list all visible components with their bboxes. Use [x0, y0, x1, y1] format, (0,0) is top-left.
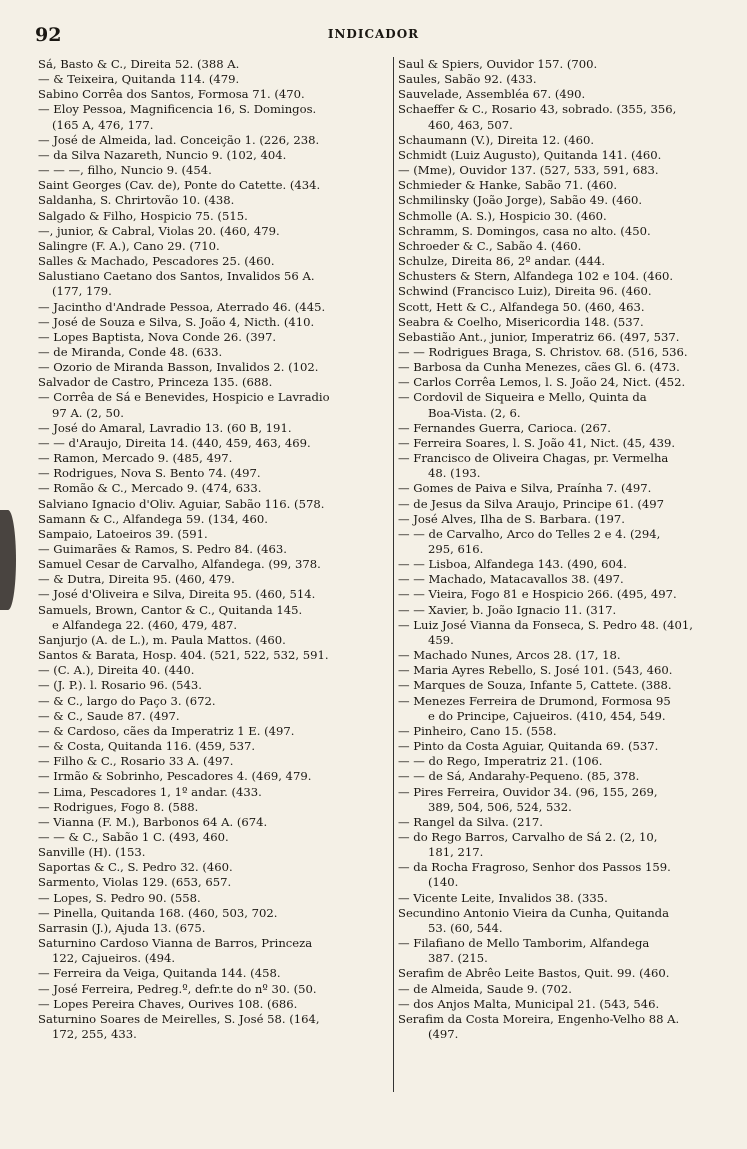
directory-entry: Samuels, Brown, Cantor & C., Quitanda 145.: [38, 602, 303, 617]
directory-entry: — — do Rego, Imperatriz 21. (106.: [398, 754, 603, 769]
directory-entry: Salvador de Castro, Princeza 135. (688.: [38, 375, 273, 390]
directory-entry: — Barbosa da Cunha Menezes, cães Gl. 6. (473.: [398, 360, 680, 375]
directory-entry: Saules, Sabão 92. (433.: [398, 72, 537, 87]
directory-entry: — do Rego Barros, Carvalho de Sá 2. (2, 10,: [398, 829, 658, 844]
directory-entry: — Luiz José Vianna da Fonseca, S. Pedro 48. (401,: [398, 617, 693, 632]
directory-entry: Sá, Basto & C., Direita 52. (388 A.: [38, 57, 240, 71]
directory-entry: — Vicente Leite, Invalidos 38. (335.: [398, 890, 608, 905]
directory-entry: Sabino Corrêa dos Santos, Formosa 71. (470.: [38, 87, 305, 102]
running-head: INDICADOR: [327, 27, 420, 41]
directory-entry: — & Teixeira, Quitanda 114. (479.: [38, 72, 240, 87]
directory-entry: — Francisco de Oliveira Chagas, pr. Vermelha: [398, 451, 669, 466]
directory-entry: 459.: [428, 632, 454, 647]
directory-entry: 97 A. (2, 50.: [52, 405, 124, 420]
directory-entry: — Lopes, S. Pedro 90. (558.: [38, 890, 201, 905]
directory-entry: — Rodrigues, Nova S. Bento 74. (497.: [38, 466, 261, 481]
left-column: [38, 57, 391, 1042]
directory-entry: — de Jesus da Silva Araujo, Principe 61. (497: [398, 496, 665, 511]
directory-entry: 460, 463, 507.: [428, 117, 513, 132]
directory-entry: — & Costa, Quitanda 116. (459, 537.: [38, 739, 256, 754]
directory-entry: — Pinto da Costa Aguiar, Quitanda 69. (537.: [398, 739, 659, 754]
directory-entry: — Rangel da Silva. (217.: [398, 814, 543, 829]
directory-entry: Schmilinsky (João Jorge), Sabão 49. (460.: [398, 193, 643, 208]
directory-entry: — — Vieira, Fogo 81 e Hospicio 266. (495, 497.: [398, 587, 677, 602]
directory-entry: — & Cardoso, cães da Imperatriz 1 E. (497.: [38, 723, 295, 738]
directory-entry: 295, 616.: [428, 542, 484, 556]
directory-entry: — Corrêa de Sá e Benevides, Hospicio e Lavradio: [38, 390, 330, 405]
directory-entry: Secundino Antonio Vieira da Cunha, Quitanda: [398, 905, 670, 920]
directory-entry: Saldanha, S. Chrirtovão 10. (438.: [38, 193, 235, 208]
directory-entry: Schmieder & Hanke, Sabão 71. (460.: [398, 178, 618, 193]
directory-entry: Schramm, S. Domingos, casa no alto. (450.: [398, 223, 651, 238]
directory-entry: 48. (193.: [428, 466, 481, 481]
directory-entry: Schmidt (Luiz Augusto), Quitanda 141. (460.: [398, 147, 662, 162]
directory-entry: — Filho & C., Rosario 33 A. (497.: [38, 754, 234, 769]
directory-entry: Scott, Hett & C., Alfandega 50. (460, 463.: [398, 299, 645, 314]
page-number: 92: [35, 24, 62, 46]
directory-entry: (165 A, 476, 177.: [52, 117, 154, 132]
directory-entry: — — Machado, Matacavallos 38. (497.: [398, 572, 624, 587]
directory-entry: Saint Georges (Cav. de), Ponte do Catette. (434.: [38, 178, 321, 193]
directory-entry: — Ozorio de Miranda Basson, Invalidos 2. (102.: [38, 360, 319, 375]
directory-entry: Boa-Vista. (2, 6.: [428, 405, 521, 420]
directory-entry: — Lopes Baptista, Nova Conde 26. (397.: [38, 329, 277, 344]
directory-entry: — José de Almeida, lad. Conceição 1. (226, 238.: [38, 132, 320, 147]
directory-entry: — Lopes Pereira Chaves, Ourives 108. (686.: [38, 996, 298, 1011]
directory-entry: — José do Amaral, Lavradio 13. (60 B, 191.: [38, 420, 292, 435]
directory-entry: — — de Sá, Andarahy-Pequeno. (85, 378.: [398, 769, 640, 784]
directory-entry: —, junior, & Cabral, Violas 20. (460, 479.: [38, 223, 280, 238]
directory-entry: Schwind (Francisco Luiz), Direita 96. (460.: [398, 284, 652, 299]
directory-entry: — — Lisboa, Alfandega 143. (490, 604.: [398, 557, 627, 572]
directory-entry: — Vianna (F. M.), Barbonos 64 A. (674.: [38, 814, 268, 829]
directory-entry: — José Alves, Ilha de S. Barbara. (197.: [398, 511, 625, 526]
binding-mark: [0, 510, 16, 610]
directory-entry: Sanville (H). (153.: [38, 845, 146, 860]
right-column: [398, 57, 739, 1042]
directory-entry: Sauvelade, Assembléa 67. (490.: [398, 87, 586, 102]
directory-entry: e Alfandega 22. (460, 479, 487.: [52, 617, 238, 632]
directory-entry: — da Rocha Fragroso, Senhor dos Passos 159.: [398, 860, 671, 875]
directory-entry: 122, Cajueiros. (494.: [52, 951, 176, 966]
directory-entry: — Menezes Ferreira de Drumond, Formosa 95: [398, 693, 671, 708]
directory-entry: Samann & C., Alfandega 59. (134, 460.: [38, 511, 268, 526]
directory-entry: — Carlos Corrêa Lemos, l. S. João 24, Nict. (452.: [398, 375, 686, 390]
directory-entry: Santos & Barata, Hosp. 404. (521, 522, 532, 591.: [38, 648, 329, 663]
directory-entry: — (Mme), Ouvidor 137. (527, 533, 591, 683.: [398, 163, 659, 178]
directory-entry: — (C. A.), Direita 40. (440.: [38, 663, 195, 678]
directory-entry: — Ramon, Mercado 9. (485, 497.: [38, 451, 233, 466]
directory-entry: Schroeder & C., Sabão 4. (460.: [398, 238, 582, 253]
directory-entry: — Jacintho d'Andrade Pessoa, Aterrado 46. (445.: [38, 299, 326, 314]
directory-entry: — Romão & C., Mercado 9. (474, 633.: [38, 481, 262, 496]
directory-entry: Sanjurjo (A. de L.), m. Paula Mattos. (460.: [38, 632, 286, 647]
directory-entry: 53. (60, 544.: [428, 920, 503, 935]
directory-entry: — & C., largo do Paço 3. (672.: [38, 693, 216, 708]
directory-entry: Sarrasin (J.), Ajuda 13. (675.: [38, 920, 206, 935]
directory-entry: — Pires Ferreira, Ouvidor 34. (96, 155, 269,: [398, 784, 658, 799]
directory-entry: 181, 217.: [428, 845, 484, 860]
directory-entry: — José d'Oliveira e Silva, Direita 95. (460, 514.: [38, 587, 316, 602]
directory-entry: — Pinella, Quitanda 168. (460, 503, 702.: [38, 905, 278, 920]
directory-entry: Schusters & Stern, Alfandega 102 e 104. (460.: [398, 269, 674, 284]
directory-entry: Serafim da Costa Moreira, Engenho-Velho 88 A.: [398, 1011, 680, 1026]
directory-entry: Serafim de Abrêo Leite Bastos, Quit. 99. (460.: [398, 966, 670, 981]
directory-entry: — Marques de Souza, Infante 5, Cattete. (388.: [398, 678, 672, 693]
directory-entry: — de Almeida, Saude 9. (702.: [398, 981, 572, 996]
directory-entry: — Ferreira da Veiga, Quitanda 144. (458.: [38, 966, 281, 981]
directory-entry: — Filafiano de Mello Tamborim, Alfandega: [398, 936, 650, 951]
directory-entry: — José de Souza e Silva, S. João 4, Nicth. (410.: [38, 314, 315, 329]
directory-entry: Schaeffer & C., Rosario 43, sobrado. (355, 356,: [398, 102, 677, 117]
directory-entry: Salustiano Caetano dos Santos, Invalidos 56 A.: [38, 269, 315, 284]
directory-entry: Saul & Spiers, Ouvidor 157. (700.: [398, 57, 598, 71]
directory-entry: — Machado Nunes, Arcos 28. (17, 18.: [398, 648, 621, 663]
directory-entry: — (J. P.). l. Rosario 96. (543.: [38, 678, 202, 693]
directory-entry: — Rodrigues, Fogo 8. (588.: [38, 799, 199, 814]
directory-entry: 387. (215.: [428, 951, 488, 966]
directory-entry: — — & C., Sabão 1 C. (493, 460.: [38, 829, 229, 844]
directory-entry: (497.: [428, 1027, 459, 1041]
directory-entry: Salles & Machado, Pescadores 25. (460.: [38, 254, 275, 269]
directory-entry: (177, 179.: [52, 284, 112, 299]
directory-entry: — — Rodrigues Braga, S. Christov. 68. (516, 536.: [398, 344, 688, 359]
directory-entry: — Irmão & Sobrinho, Pescadores 4. (469, 479.: [38, 769, 312, 784]
directory-entry: — — de Carvalho, Arco do Telles 2 e 4. (294,: [398, 526, 661, 541]
directory-entry: — — —, filho, Nuncio 9. (454.: [38, 163, 212, 178]
directory-entry: — Lima, Pescadores 1, 1º andar. (433.: [38, 784, 262, 799]
directory-entry: Saturnino Cardoso Vianna de Barros, Princeza: [38, 936, 313, 951]
directory-entry: — Fernandes Guerra, Carioca. (267.: [398, 420, 611, 435]
directory-entry: Schaumann (V.), Direita 12. (460.: [398, 132, 595, 147]
directory-entry: Schmolle (A. S.), Hospicio 30. (460.: [398, 208, 607, 223]
directory-entry: — de Miranda, Conde 48. (633.: [38, 344, 223, 359]
directory-entry: 172, 255, 433.: [52, 1027, 137, 1041]
directory-entry: — Guimarães & Ramos, S. Pedro 84. (463.: [38, 542, 287, 556]
directory-entry: Seabra & Coelho, Misericordia 148. (537.: [398, 314, 644, 329]
directory-entry: Samuel Cesar de Carvalho, Alfandega. (99, 378.: [38, 557, 321, 572]
directory-entry: Salgado & Filho, Hospicio 75. (515.: [38, 208, 248, 223]
directory-entry: — — d'Araujo, Direita 14. (440, 459, 463, 469.: [38, 435, 311, 450]
directory-entry: — & Dutra, Direita 95. (460, 479.: [38, 572, 235, 587]
directory-entry: — Maria Ayres Rebello, S. José 101. (543, 460.: [398, 663, 673, 678]
directory-entry: Saportas & C., S. Pedro 32. (460.: [38, 860, 233, 875]
directory-entry: Sampaio, Latoeiros 39. (591.: [38, 526, 208, 541]
directory-entry: — Cordovil de Siqueira e Mello, Quinta da: [398, 390, 647, 405]
directory-entry: Sarmento, Violas 129. (653, 657.: [38, 875, 232, 890]
column-rule: [393, 57, 394, 1092]
directory-entry: — da Silva Nazareth, Nuncio 9. (102, 404.: [38, 147, 287, 162]
directory-entry: Saturnino Soares de Meirelles, S. José 58. (164,: [38, 1011, 320, 1026]
directory-entry: — Gomes de Paiva e Silva, Praínha 7. (497.: [398, 481, 652, 496]
directory-entry: Salingre (F. A.), Cano 29. (710.: [38, 238, 220, 253]
directory-entry: Sebastião Ant., junior, Imperatriz 66. (497, 537.: [398, 329, 680, 344]
directory-entry: (140.: [428, 875, 459, 890]
directory-entry: — — Xavier, b. João Ignacio 11. (317.: [398, 602, 617, 617]
directory-entry: e do Principe, Cajueiros. (410, 454, 549.: [428, 708, 666, 723]
directory-entry: — Ferreira Soares, l. S. João 41, Nict. (45, 439.: [398, 435, 676, 450]
directory-entry: Schulze, Direita 86, 2º andar. (444.: [398, 254, 606, 269]
directory-entry: — Eloy Pessoa, Magnificencia 16, S. Domingos.: [38, 102, 317, 117]
directory-entry: — & C., Saude 87. (497.: [38, 708, 180, 723]
directory-entry: — José Ferreira, Pedreg.º, defr.te do nº 30. (50.: [38, 981, 317, 996]
directory-entry: 389, 504, 506, 524, 532.: [428, 799, 572, 814]
directory-entry: — Pinheiro, Cano 15. (558.: [398, 723, 557, 738]
directory-entry: Salviano Ignacio d'Oliv. Aguiar, Sabão 116. (578.: [38, 496, 325, 511]
directory-entry: — dos Anjos Malta, Municipal 21. (543, 546.: [398, 996, 660, 1011]
